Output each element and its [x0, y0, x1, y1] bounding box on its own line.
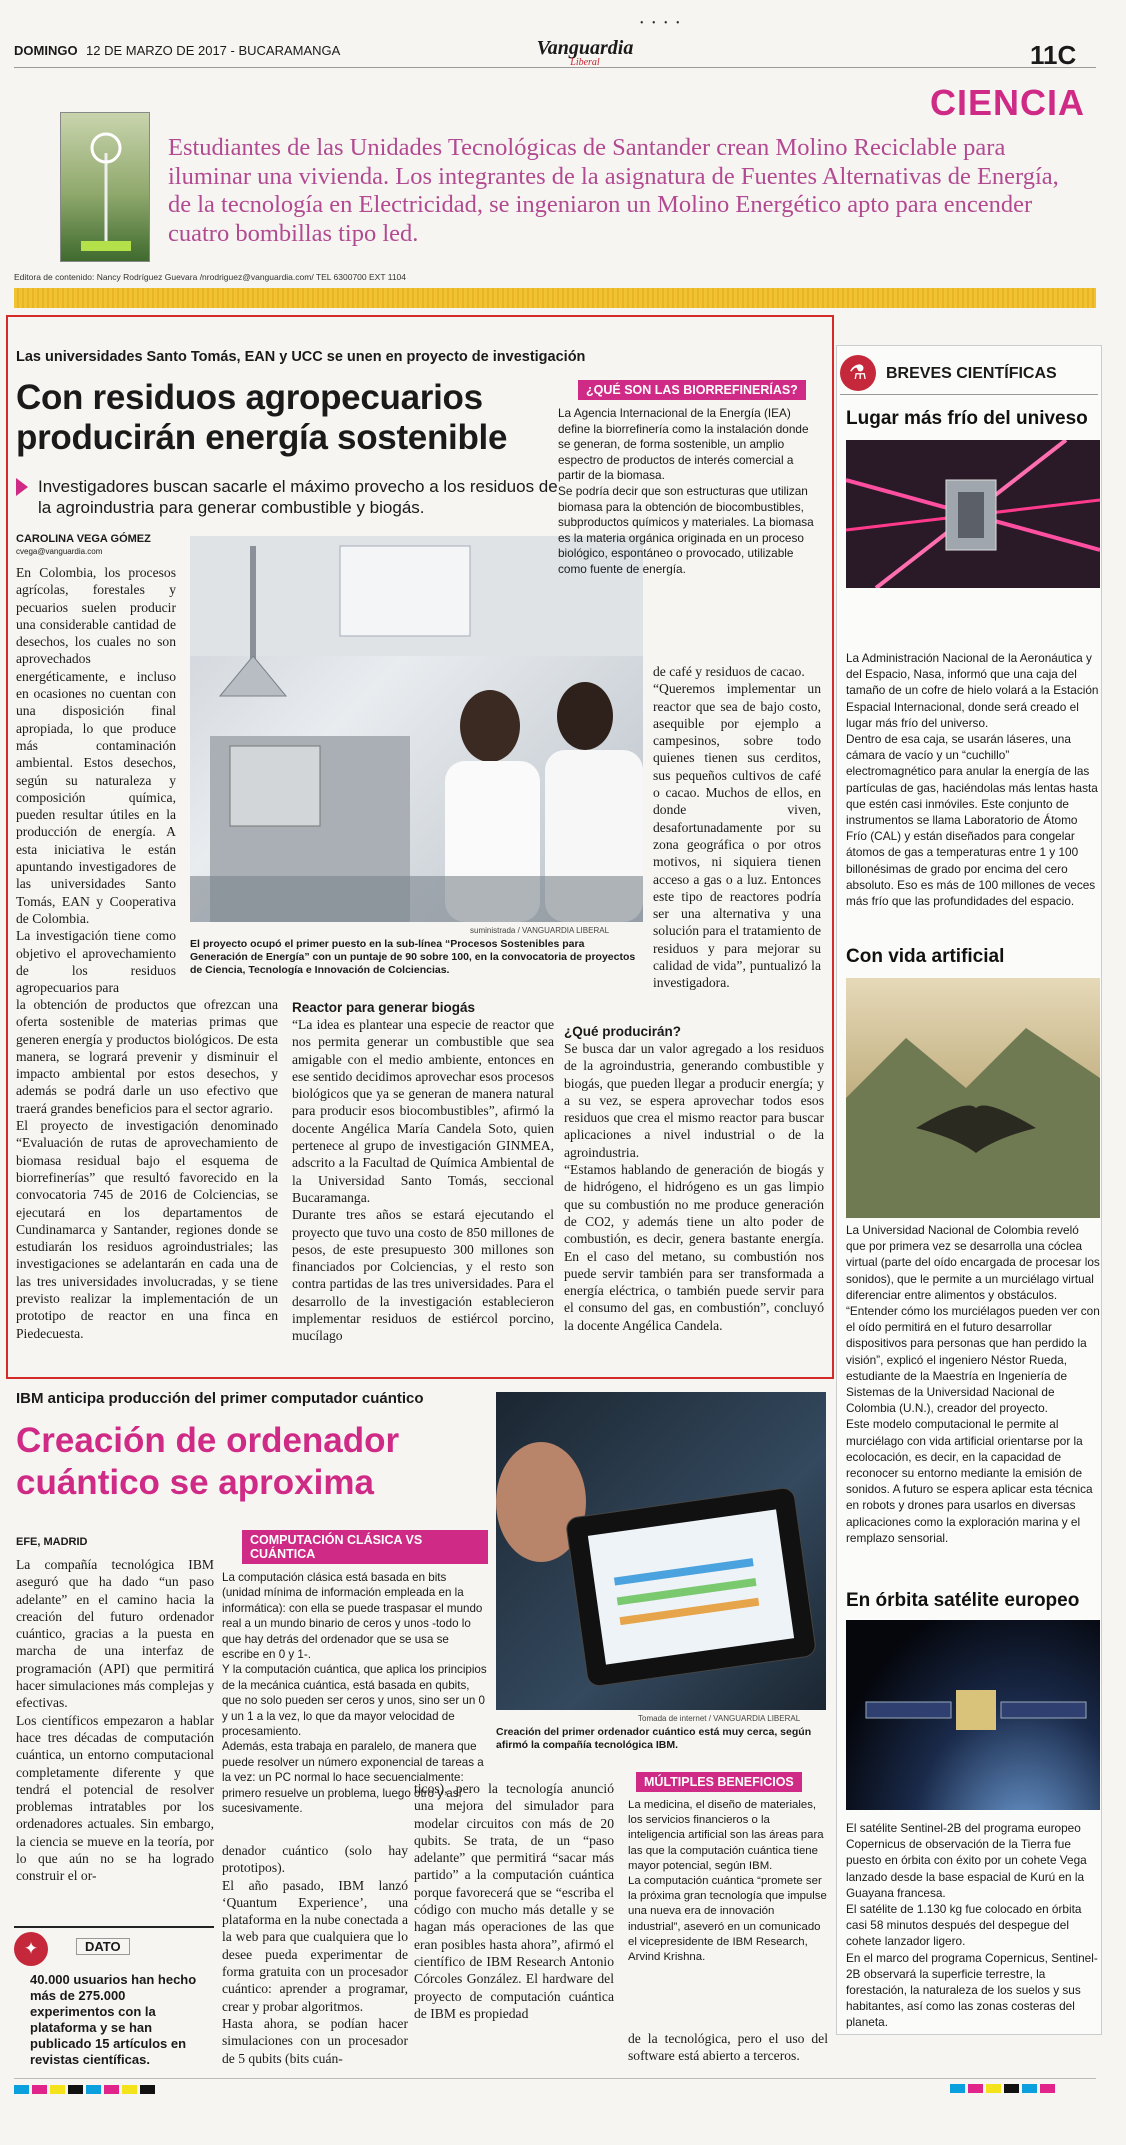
briefs-title: BREVES CIENTÍFICAS — [886, 365, 1057, 382]
main-lead: Investigadores buscan sacarle el máximo provecho a los residuos de la agroindustria para generar combustible y biogás. — [38, 477, 558, 517]
banner-image — [60, 112, 150, 262]
main-photo-caption: El proyecto ocupó el primer puesto en la sub-línea “Procesos Sostenibles para Generación de Energía” con un puntaje de 90 sobre 100, en la convocatoria de proyectos de Ciencia, Tecnología e Innovación de Colciencias. — [190, 938, 636, 976]
editor-line: Editora de contenido: Nancy Rodríguez Guevara /nrodriguez@vanguardia.com/ TEL 6300700 EXT 1104 — [14, 272, 407, 282]
ibm-kicker: IBM anticipa producción del primer computador cuántico — [16, 1390, 424, 1407]
ibm-title: Creación de ordenador cuántico se aproxima — [16, 1421, 400, 1502]
sub-producir: ¿Qué producirán? — [564, 1024, 682, 1039]
ibm-col4: de la tecnológica, pero el uso del software está abierto a terceros. — [628, 2031, 828, 2064]
main-col2: “La idea es plantear una especie de reactor que nos permita generar un combustible que sea amigable con el medio ambiente, entonces en ese sentido decidimos aprovechar esos procesos biológicos que ya se generan de manera natural para producir esos biocombustibles”, afirmó la docente Angélica María Candela Soto, quien pertenece al grupo de investigación GINMEA, adscrito a la Facultad de Química Ambiental de la Universidad Santo Tomás, seccional Bucaramanga. Durante tres años se estará ejecutando el proyecto que tuvo una costo de 850 millones de pesos, de este presupuesto 300 millones son financiados por Colciencias, y el resto son contra partidas de las tres universidades. Para el desarrollo de la investigación establecieron implementar residuos de estiércol porcino, mucílago — [292, 1017, 554, 1344]
lab-scene-icon — [190, 536, 643, 922]
main-col3b: Se busca dar un valor agregado a los residuos de la agroindustria, generando combustible y biogás, que pueden llegar a producir energía; y a su vez, se espera aprovechar todos esos residuos que crea el mismo reactor para buscar aplicaciones a nivel industrial o de la agroindustria. “Estamos hablando de generación de biogás y de hidrógeno, el hidrógeno es un gas limpio que su combustión no me produce generación de CO2, y además tiene un alto poder de combustión, es decir, genera bastante energía. En el caso del metano, su combustión nos puede servir también para ser transformada a energía eléctrica, o también puede servir para el consumo del gas, en combustión”, concluyó la docente Angélica Candela. — [564, 1041, 824, 1333]
logo-sub: Liberal — [570, 57, 600, 68]
quantum-box — [222, 1530, 488, 1817]
biorefinery-box — [558, 380, 818, 578]
main-col3: de café y residuos de cacao. “Queremos implementar un reactor que sea de bajo costo, asequible por ejemplo a campesinos, sobre todo quienes tienen sus cerditos, sus pequeños cultivos de café o cacao. Muchos de ellos, en donde viven, desafortunadamente por su zona geográfica o por otros motivos, ni siquiera tienen acceso a gas o a luz. Entonces este tipo de reactores podría ser una alternativa y una solución para el tratamiento de residuos y para mejorar su calidad de vida”, puntualizó la investigadora. — [653, 664, 821, 991]
flask-icon: ⚗ — [840, 355, 876, 391]
dato-icon: ✦ — [14, 1932, 48, 1966]
newspaper-logo — [525, 38, 645, 68]
ibm-photo — [496, 1392, 826, 1710]
dato-box — [14, 1926, 214, 2067]
brief2-text: La Universidad Nacional de Colombia reveló que por primera vez se desarrolla una cóclea virtual (parte del oído encargada de procesar los sonidos), que le permite a un murciélago virtual diferenciar entre alimentos y obstáculos. “Entender cómo los murciélagos pueden ver con el oído permitirá en el futuro desarrollar dispositivos para personas que han perdido la visión”, explicó el ingeniero Néstor Rueda, estudiante de la Maestría en Ingeniería de Sistemas de la Universidad Nacional de Colombia (U.N.), creador del proyecto. Este modelo computacional le permite al murciélago con vida artificial orientarse por la ecolocación, es decir, en la capacidad de reconocer su entorno mediante la emisión de sonidos. A futuro se espera aplicar esta técnica en robots y drones para usarlos en diversas aplicaciones como la exploración marina y el remplazo sensorial. — [846, 1223, 1100, 1545]
main-title: Con residuos agropecuarios producirán energía sostenible — [16, 378, 508, 457]
main-col1: En Colombia, los procesos agrícolas, forestales y pecuarios suelen producir una considerable cantidad de desechos, los cuales no son aprovechados energéticamente, e incluso en ocasiones no cuentan con una disposición final apropiada, lo que produce más contaminación ambiental. Estos desechos, según su naturaleza y composición química, pueden resultar útiles en la producción de energía. A esta iniciativa le están apuntando investigadores de las universidades Santo Tomás, EAN y Cooperativa de Colombia. La investigación tiene como objetivo el aprovechamiento de los residuos agropecuarios para — [16, 565, 176, 996]
benefits-box-text: La medicina, el diseño de materiales, los servicios financieros o la inteligencia artificial son las áreas para las que la computación cuántica tiene mayor potencial, según IBM. La computación cuántica “promete ser la próxima gran tecnología que impulse una nueva era de innovación industrial”, aseveró en un comunicado el vicepresidente de IBM Research, Arvind Krishna. — [628, 1799, 827, 1964]
main-photo — [190, 536, 643, 922]
yellow-rule — [14, 288, 1096, 308]
tablet-quantum-icon — [496, 1392, 826, 1710]
virtual-bat-icon — [846, 978, 1100, 1218]
benefits-box-title: MÚLTIPLES BENEFICIOS — [636, 1772, 802, 1792]
brief1-photo — [846, 440, 1100, 588]
brief3-photo — [846, 1620, 1100, 1810]
dato-label: DATO — [76, 1938, 130, 1955]
sub-reactor: Reactor para generar biogás — [292, 1000, 476, 1015]
main-photo-credit: suministrada / VANGUARDIA LIBERAL — [470, 926, 610, 935]
brief3-text: El satélite Sentinel-2B del programa europeo Copernicus de observación de la Tierra fue puesto en órbita con éxito por un cohete Vega lanzado desde la base espacial de Kurú en la Guayana francesa. El satélite de 1.130 kg fue colocado en órbita casi 58 minutos después del despegue del cohete lanzador ligero. En el marco del programa Copernicus, Sentinel-2B observará la superficie terrestre, la forestación, la naturaleza de los suelos y sus habitantes, así como las zonas costeras del planeta. — [846, 1821, 1098, 2030]
ibm-col3: ticos), pero la tecnología anunció una mejora del simulador para modelar circuitos con más de 20 qubits. Se trata, de un “paso adelante” que permitirá “sacar más partido” a la computación cuántica porque favorecerá que se “escriba el código con mucho más detalle y se hagan más operaciones de las que eran posibles hasta ahora”, afirmó el científico de IBM Research Antonio Córcoles González. El hardware del proyecto de computación cuántica de IBM es propiedad — [414, 1781, 614, 2021]
ibm-photo-credit: Tomada de internet / VANGUARDIA LIBERAL — [638, 1714, 801, 1723]
benefits-box — [628, 1772, 828, 1965]
brief1-text: La Administración Nacional de la Aeronáutica y del Espacio, Nasa, informó que una caja del tamaño de un cofre de hielo volará a la Estación Espacial Internacional, donde será creado el lugar más frío del universo. Dentro de esa caja, se usarán láseres, una cámara de vacío y un “cuchillo” electromagnético para anular la energía de las partículas de gas, haciéndolas más lentas hasta que estén casi inmóviles. Este conjunto de instrumentos se llama Laboratorio de Átomo Frío (CAL) y están diseñados para congelar átomos de gas a temperaturas entre 1 y 100 billonésimas de grado por encima del cero absoluto. Eso es más de 100 millones de veces más frío que las profundidades del espacio. — [846, 651, 1099, 909]
registration-dots: • • • • — [640, 18, 683, 29]
author-name: CAROLINA VEGA GÓMEZ — [16, 533, 151, 545]
biorefinery-box-text: La Agencia Internacional de la Energía (IEA) define la biorrefinería como la instalación donde se generan, de forma sostenible, un amplio espectro de productos de interés comercial a partir de la biomasa. Se podría decir que son estructuras que utilizan biomasa para la obtención de biocombustibles, subproductos químicos y materiales. La biomasa es la materia orgánica originada en un proceso biológico, espontáneo o provocado, utilizable como fuente de energía. — [558, 406, 814, 576]
brief3-title: En órbita satélite europeo — [846, 1590, 1080, 1611]
header-day: DOMINGO — [14, 43, 78, 58]
page-number: 11C — [1030, 40, 1077, 70]
biorefinery-box-title: ¿QUÉ SON LAS BIORREFINERÍAS? — [578, 380, 806, 400]
print-color-bar — [14, 2078, 1096, 2090]
brief1-title: Lugar más frío del univeso — [846, 408, 1088, 429]
header-date: 12 DE MARZO DE 2017 - BUCARAMANGA — [86, 43, 341, 58]
lead-marker — [16, 478, 28, 496]
quantum-box-text: La computación clásica está basada en bits (unidad mínima de información empleada en la informática): con ella se puede traspasar el mundo real a un mundo binario de ceros y unos -todo lo que hay detrás del ordenador que se usa se escribe en 0 y 1-. Y la computación cuántica, que aplica los principios de la mecánica cuántica, está basada en qubits, que no solo pueden ser ceros y unos, sino ser un 0 y un 1 a la vez, lo que da mayor velocidad de procesamiento. Además, esta trabaja en paralelo, de manera que puede resolver un número exponencial de tareas a la vez: un PC normal lo hace secuencialmente: primero resuelve un problema, luego otro y así sucesivamente. — [222, 1571, 487, 1816]
ibm-col2: denador cuántico (solo hay prototipos). El año pasado, IBM lanzó ‘Quantum Experience’, una plataforma en la nube conectada a la web para que cualquiera que lo desee pueda experimentar de forma gratuita con un procesador cuántico: aprender a programar, crear y probar algoritmos. Hasta ahora, se podían hacer simulaciones con un procesador de 5 qubits (bits cuán- — [222, 1843, 408, 2066]
ibm-byline: EFE, MADRID — [16, 1536, 88, 1548]
ibm-photo-caption: Creación del primer ordenador cuántico está muy cerca, según afirmó la compañía tecnológica IBM. — [496, 1726, 812, 1751]
main-kicker: Las universidades Santo Tomás, EAN y UCC se unen en proyecto de investigación — [16, 349, 586, 365]
section-label: CIENCIA — [930, 82, 1086, 123]
quantum-box-title: COMPUTACIÓN CLÁSICA VS CUÁNTICA — [242, 1530, 488, 1564]
dato-text: 40.000 usuarios han hecho más de 275.000 experimentos con la plataforma y se han publicado 15 artículos en revistas científicas. — [30, 1972, 197, 2067]
main-col1b: la obtención de productos que ofrezcan una oferta sostenible de materias primas que generen energía y productos biológicos. De esta manera, se logrará prevenir y disminuir el impacto ambiental por estos desechos, y además se podrá darle un uso efectivo que traerá grandes beneficios para el sector agrario. El proyecto de investigación denominado “Evaluación de rutas de aprovechamiento de biomasa residual bajo el esquema de biorrefinerías” que resultó favorecido en la convocatoria 745 de 2016 de Colciencias, se ejecutará en los departamentos de Cundinamarca y Santander, regiones donde se estudiarán los residuos agroindustriales; las investigaciones se adelantarán en cada una de las tres universidades involucradas, y se tiene previsto realizar la implementación de un prototipo de reactor en una finca en Piedecuesta. — [16, 997, 278, 1341]
laser-box-icon — [846, 440, 1100, 588]
brief2-photo — [846, 978, 1100, 1218]
satellite-icon — [846, 1620, 1100, 1810]
banner-text: Estudiantes de las Unidades Tecnológicas de Santander crean Molino Reciclable para iluminar una vivienda. Los integrantes de la asignatura de Fuentes Alternativas de Energía, de la tecnología en Electricidad, se ingeniaron un Molino Energético apto para encender cuatro bombillas tipo led. — [168, 134, 1059, 247]
windmill-icon — [61, 113, 151, 263]
print-color-bar-right — [950, 2080, 1090, 2090]
logo-main: Vanguardia — [536, 37, 634, 59]
author-email: cvega@vanguardia.com — [16, 547, 103, 556]
ibm-col1: La compañía tecnológica IBM aseguró que ha dado “un paso adelante” en el camino hacia la creación del futuro ordenador cuántico, gracias a la puesta en marcha de una interfaz de programación (API) que permitirá hacer simulaciones más complejas y efectivas. Los científicos empezaron a hablar hace tres décadas de computación cuántica, un entorno computacional completamente diferente y que tendrá el potencial de resolver problemas intratables por los ordenadores actuales. Sin embargo, la ciencia se mueve en la teoría, por lo que aún no se ha logrado construir el or- — [16, 1557, 214, 1884]
brief2-title: Con vida artificial — [846, 946, 1005, 967]
briefs-header — [840, 355, 1098, 395]
